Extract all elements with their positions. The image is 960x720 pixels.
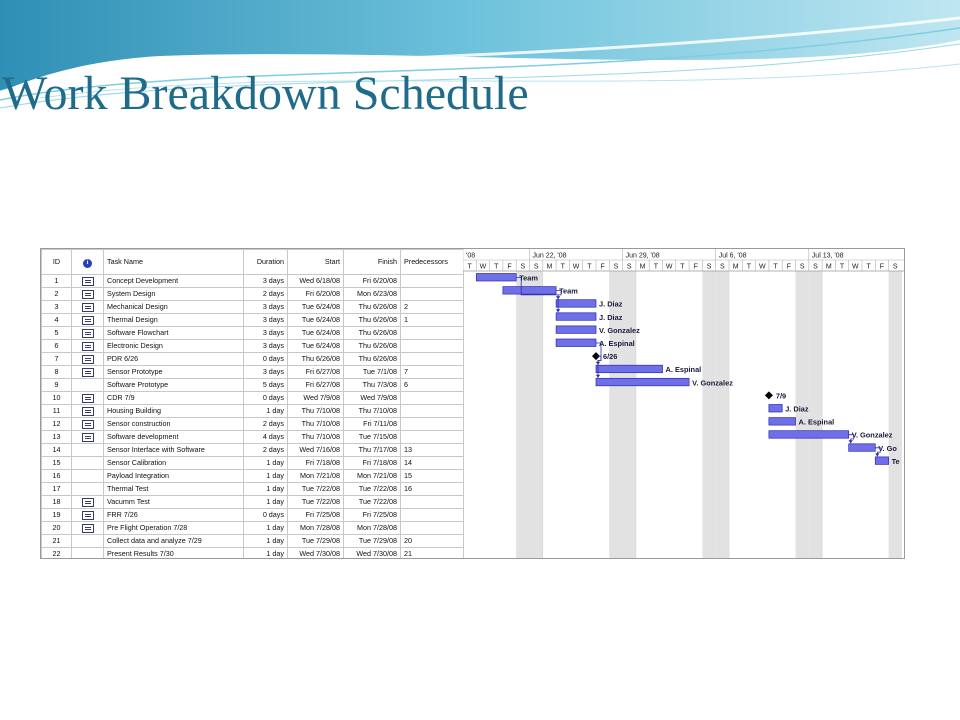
task-indicator-cell[interactable] — [72, 340, 104, 353]
task-bar-label: Team — [519, 273, 538, 283]
task-indicator-cell[interactable] — [72, 548, 104, 560]
task-finish-cell[interactable]: Thu 6/26/08 — [344, 301, 401, 314]
task-predecessors-cell[interactable] — [401, 405, 464, 418]
task-bar-label: V. Gonzalez — [851, 430, 893, 440]
task-duration-cell[interactable]: 1 day — [244, 457, 288, 470]
task-name-cell[interactable]: Thermal Design — [104, 314, 244, 327]
column-header-start[interactable]: Start — [288, 250, 344, 275]
task-name-cell[interactable]: Housing Building — [104, 405, 244, 418]
day-label: T — [866, 263, 871, 271]
task-finish-cell[interactable]: Thu 6/26/08 — [344, 340, 401, 353]
task-indicator-cell[interactable] — [72, 444, 104, 457]
day-label: T — [494, 263, 499, 271]
task-indicator-cell[interactable] — [72, 353, 104, 366]
notes-indicator-icon — [82, 368, 94, 377]
week-label: '08 — [466, 252, 476, 260]
task-finish-cell[interactable]: Fri 7/11/08 — [344, 418, 401, 431]
task-predecessors-cell[interactable] — [401, 275, 464, 288]
task-finish-cell[interactable]: Thu 6/26/08 — [344, 353, 401, 366]
notes-indicator-icon — [82, 498, 94, 507]
task-finish-cell[interactable]: Thu 6/26/08 — [344, 314, 401, 327]
task-bar — [596, 365, 663, 373]
task-name-cell[interactable]: FRR 7/26 — [104, 509, 244, 522]
column-header-finish[interactable]: Finish — [344, 250, 401, 275]
task-id-cell[interactable]: 15 — [42, 457, 72, 470]
day-label: T — [560, 263, 565, 271]
task-bar-label: V. Gonzalez — [599, 325, 640, 335]
task-finish-cell[interactable]: Tue 7/1/08 — [344, 366, 401, 379]
task-start-cell[interactable]: Thu 7/10/08 — [288, 405, 344, 418]
day-label: S — [520, 263, 526, 271]
task-start-cell[interactable]: Tue 6/24/08 — [288, 314, 344, 327]
task-start-cell[interactable]: Thu 7/10/08 — [288, 431, 344, 444]
task-finish-cell[interactable]: Wed 7/30/08 — [344, 548, 401, 560]
task-indicator-cell[interactable] — [72, 366, 104, 379]
task-duration-cell[interactable]: 1 day — [244, 496, 288, 509]
column-header-duration[interactable]: Duration — [244, 250, 288, 275]
task-bar — [769, 431, 849, 439]
task-indicator-cell[interactable] — [72, 275, 104, 288]
day-label: T — [653, 263, 658, 271]
task-start-cell[interactable]: Fri 6/20/08 — [288, 288, 344, 301]
table-header-row — [42, 250, 464, 275]
task-bar-label: A. Espinal — [665, 365, 702, 375]
week-label: Jun 22, '08 — [532, 252, 567, 260]
task-duration-cell[interactable]: 0 days — [244, 392, 288, 405]
notes-indicator-icon — [82, 342, 94, 351]
task-start-cell[interactable]: Mon 7/21/08 — [288, 470, 344, 483]
column-header-task-name[interactable]: Task Name — [104, 250, 244, 275]
weekend-band — [796, 271, 809, 558]
task-name-cell[interactable]: Collect data and analyze 7/29 — [104, 535, 244, 548]
task-duration-cell[interactable]: 2 days — [244, 418, 288, 431]
task-predecessors-cell[interactable] — [401, 340, 464, 353]
task-bar-label: V. Go — [878, 443, 897, 453]
day-label: M — [825, 263, 832, 271]
day-label: T — [680, 263, 685, 271]
task-indicator-cell[interactable] — [72, 431, 104, 444]
weekend-band — [530, 271, 543, 558]
day-label: F — [693, 263, 698, 271]
task-table-body — [42, 275, 464, 560]
day-label: S — [720, 263, 725, 271]
task-bar-label: Team — [559, 286, 578, 296]
info-icon: i — [83, 259, 92, 268]
table-row[interactable] — [42, 444, 464, 457]
table-row[interactable] — [42, 509, 464, 522]
task-indicator-cell[interactable] — [72, 392, 104, 405]
task-predecessors-cell[interactable]: 20 — [401, 535, 464, 548]
table-row[interactable] — [42, 548, 464, 560]
task-finish-cell[interactable]: Mon 7/28/08 — [344, 522, 401, 535]
day-label: T — [773, 263, 778, 271]
milestone-diamond — [765, 391, 773, 399]
task-name-cell[interactable]: Sensor Interface with Software — [104, 444, 244, 457]
task-indicator-cell[interactable] — [72, 522, 104, 535]
task-predecessors-cell[interactable]: 2 — [401, 301, 464, 314]
task-bar — [476, 274, 516, 282]
day-label: W — [758, 263, 766, 271]
task-duration-cell[interactable]: 3 days — [244, 314, 288, 327]
task-predecessors-cell[interactable] — [401, 353, 464, 366]
task-start-cell[interactable]: Tue 6/24/08 — [288, 340, 344, 353]
column-header-indicators[interactable] — [72, 250, 104, 275]
task-predecessors-cell[interactable]: 7 — [401, 366, 464, 379]
task-bar-label: A. Espinal — [798, 417, 835, 427]
task-id-cell[interactable]: 7 — [42, 353, 72, 366]
task-bar — [769, 418, 796, 426]
day-label: M — [732, 263, 739, 271]
task-name-cell[interactable]: Mechanical Design — [104, 301, 244, 314]
task-indicator-cell[interactable] — [72, 418, 104, 431]
day-label: T — [467, 263, 472, 271]
day-label: F — [879, 263, 885, 271]
table-row[interactable] — [42, 457, 464, 470]
task-name-cell[interactable]: Electronic Design — [104, 340, 244, 353]
task-id-cell[interactable]: 19 — [42, 509, 72, 522]
notes-indicator-icon — [82, 290, 94, 299]
task-predecessors-cell[interactable] — [401, 509, 464, 522]
table-row[interactable] — [42, 470, 464, 483]
task-name-cell[interactable]: Software Flowchart — [104, 327, 244, 340]
task-start-cell[interactable]: Wed 6/18/08 — [288, 275, 344, 288]
day-label: T — [587, 263, 592, 271]
task-id-cell[interactable]: 13 — [42, 431, 72, 444]
milestone-label: 6/26 — [603, 352, 618, 362]
notes-indicator-icon — [82, 329, 94, 338]
task-finish-cell[interactable]: Wed 7/9/08 — [344, 392, 401, 405]
task-bar-label: A. Espinal — [599, 339, 635, 348]
task-duration-cell[interactable]: 2 days — [244, 444, 288, 457]
notes-indicator-icon — [82, 524, 94, 533]
table-row[interactable] — [42, 340, 464, 353]
task-id-cell[interactable]: 12 — [42, 418, 72, 431]
task-indicator-cell[interactable] — [72, 314, 104, 327]
task-predecessors-cell[interactable]: 6 — [401, 379, 464, 392]
task-indicator-cell[interactable] — [72, 470, 104, 483]
week-label: Jul 6, '08 — [718, 252, 747, 260]
task-start-cell[interactable]: Wed 7/30/08 — [288, 548, 344, 560]
task-name-cell[interactable]: Software Prototype — [104, 379, 244, 392]
weekend-band — [516, 271, 529, 558]
task-predecessors-cell[interactable]: 21 — [401, 548, 464, 560]
task-predecessors-cell[interactable]: 16 — [401, 483, 464, 496]
table-row[interactable] — [42, 483, 464, 496]
column-header-predecessors[interactable]: Predecessors — [401, 250, 464, 275]
day-label: M — [546, 263, 553, 271]
table-row[interactable] — [42, 431, 464, 444]
table-row[interactable] — [42, 275, 464, 288]
day-label: S — [533, 263, 539, 271]
task-finish-cell[interactable]: Fri 7/18/08 — [344, 457, 401, 470]
task-duration-cell[interactable]: 3 days — [244, 340, 288, 353]
task-start-cell[interactable]: Mon 7/28/08 — [288, 522, 344, 535]
task-predecessors-cell[interactable]: 15 — [401, 470, 464, 483]
task-duration-cell[interactable]: 3 days — [244, 301, 288, 314]
table-row[interactable] — [42, 366, 464, 379]
task-bar-label: Te — [891, 456, 900, 466]
task-start-cell[interactable]: Tue 6/24/08 — [288, 327, 344, 340]
task-indicator-cell[interactable] — [72, 405, 104, 418]
task-finish-cell[interactable]: Tue 7/15/08 — [344, 431, 401, 444]
table-row[interactable] — [42, 405, 464, 418]
task-finish-cell[interactable]: Fri 7/25/08 — [344, 509, 401, 522]
notes-indicator-icon — [82, 420, 94, 429]
task-indicator-cell[interactable] — [72, 457, 104, 470]
task-bar-label: J. Diaz — [599, 312, 623, 322]
day-label: W — [665, 263, 673, 271]
task-name-cell[interactable]: Sensor construction — [104, 418, 244, 431]
notes-indicator-icon — [82, 394, 94, 403]
gantt-chart-panel — [40, 248, 905, 559]
task-duration-cell[interactable]: 3 days — [244, 275, 288, 288]
task-indicator-cell[interactable] — [72, 379, 104, 392]
day-label: T — [839, 263, 845, 271]
notes-indicator-icon — [82, 355, 94, 364]
task-bar — [769, 405, 782, 413]
task-bar — [556, 339, 596, 347]
task-finish-cell[interactable]: Mon 7/21/08 — [344, 470, 401, 483]
task-name-cell[interactable]: CDR 7/9 — [104, 392, 244, 405]
dependency-arrowhead — [849, 440, 853, 443]
task-start-cell[interactable]: Tue 7/29/08 — [288, 535, 344, 548]
task-duration-cell[interactable]: 0 days — [244, 353, 288, 366]
dependency-arrowhead — [556, 309, 560, 312]
slide-title: Work Breakdown Schedule — [2, 67, 529, 120]
day-label: W — [572, 263, 580, 271]
task-start-cell[interactable]: Fri 6/27/08 — [288, 379, 344, 392]
notes-indicator-icon — [82, 303, 94, 312]
task-id-cell[interactable]: 20 — [42, 522, 72, 535]
day-label: S — [706, 263, 712, 271]
day-label: S — [626, 263, 632, 271]
weekend-band — [889, 271, 902, 558]
task-bar — [556, 326, 596, 334]
day-label: S — [613, 263, 619, 271]
task-start-cell[interactable]: Thu 7/10/08 — [288, 418, 344, 431]
task-finish-cell[interactable]: Tue 7/29/08 — [344, 535, 401, 548]
day-label: W — [852, 263, 859, 271]
day-label: F — [507, 263, 512, 271]
task-name-cell[interactable]: Vacumm Test — [104, 496, 244, 509]
task-name-cell[interactable]: System Design — [104, 288, 244, 301]
task-name-cell[interactable]: Payload Integration — [104, 470, 244, 483]
day-label: M — [639, 263, 646, 271]
task-start-cell[interactable]: Tue 7/22/08 — [288, 496, 344, 509]
table-row[interactable] — [42, 392, 464, 405]
task-duration-cell[interactable]: 1 day — [244, 548, 288, 560]
dependency-arrowhead — [875, 453, 879, 456]
task-bar — [596, 378, 689, 386]
task-indicator-cell[interactable] — [72, 509, 104, 522]
task-id-cell[interactable]: 10 — [42, 392, 72, 405]
task-id-cell[interactable]: 21 — [42, 535, 72, 548]
table-row[interactable] — [42, 522, 464, 535]
task-name-cell[interactable]: Pre Flight Operation 7/28 — [104, 522, 244, 535]
task-predecessors-cell[interactable] — [401, 431, 464, 444]
task-duration-cell[interactable]: 1 day — [244, 470, 288, 483]
task-predecessors-cell[interactable] — [401, 392, 464, 405]
task-name-cell[interactable]: Sensor Prototype — [104, 366, 244, 379]
notes-indicator-icon — [82, 407, 94, 416]
table-row[interactable] — [42, 379, 464, 392]
milestone-label: 7/9 — [775, 391, 787, 401]
task-finish-cell[interactable]: Thu 7/10/08 — [344, 405, 401, 418]
dependency-arrowhead — [596, 375, 600, 378]
task-predecessors-cell[interactable] — [401, 522, 464, 535]
task-id-cell[interactable]: 16 — [42, 470, 72, 483]
task-start-cell[interactable]: Fri 7/25/08 — [288, 509, 344, 522]
task-start-cell[interactable]: Wed 7/9/08 — [288, 392, 344, 405]
task-start-cell[interactable]: Thu 6/26/08 — [288, 353, 344, 366]
day-label: F — [600, 263, 605, 271]
day-label: S — [813, 263, 818, 271]
task-indicator-cell[interactable] — [72, 327, 104, 340]
task-duration-cell[interactable]: 5 days — [244, 379, 288, 392]
task-id-cell[interactable]: 4 — [42, 314, 72, 327]
task-bar — [556, 300, 596, 308]
task-finish-cell[interactable]: Thu 7/17/08 — [344, 444, 401, 457]
task-table — [41, 249, 464, 559]
task-id-cell[interactable]: 11 — [42, 405, 72, 418]
table-row[interactable] — [42, 301, 464, 314]
task-name-cell[interactable]: Concept Development — [104, 275, 244, 288]
task-finish-cell[interactable]: Thu 7/3/08 — [344, 379, 401, 392]
weekend-band — [623, 271, 636, 558]
task-duration-cell[interactable]: 3 days — [244, 366, 288, 379]
task-finish-cell[interactable]: Mon 6/23/08 — [344, 288, 401, 301]
task-name-cell[interactable]: PDR 6/26 — [104, 353, 244, 366]
task-id-cell[interactable]: 17 — [42, 483, 72, 496]
task-finish-cell[interactable]: Tue 7/22/08 — [344, 496, 401, 509]
task-start-cell[interactable]: Fri 7/18/08 — [288, 457, 344, 470]
task-id-cell[interactable]: 2 — [42, 288, 72, 301]
task-duration-cell[interactable]: 1 day — [244, 405, 288, 418]
task-id-cell[interactable]: 9 — [42, 379, 72, 392]
task-duration-cell[interactable]: 1 day — [244, 522, 288, 535]
task-duration-cell[interactable]: 1 day — [244, 483, 288, 496]
notes-indicator-icon — [82, 316, 94, 325]
task-predecessors-cell[interactable]: 13 — [401, 444, 464, 457]
task-predecessors-cell[interactable] — [401, 496, 464, 509]
weekend-band — [809, 271, 822, 558]
week-label: Jul 13, '08 — [811, 252, 844, 260]
week-label: Jun 29, '08 — [625, 252, 660, 260]
task-predecessors-cell[interactable]: 1 — [401, 314, 464, 327]
day-label: F — [786, 263, 791, 271]
table-row[interactable] — [42, 314, 464, 327]
task-predecessors-cell[interactable] — [401, 327, 464, 340]
task-indicator-cell[interactable] — [72, 496, 104, 509]
task-finish-cell[interactable]: Thu 6/26/08 — [344, 327, 401, 340]
task-name-cell[interactable]: Sensor Calibration — [104, 457, 244, 470]
task-indicator-cell[interactable] — [72, 288, 104, 301]
task-finish-cell[interactable]: Tue 7/22/08 — [344, 483, 401, 496]
table-row[interactable] — [42, 353, 464, 366]
task-indicator-cell[interactable] — [72, 535, 104, 548]
task-indicator-cell[interactable] — [72, 301, 104, 314]
task-name-cell[interactable]: Software development — [104, 431, 244, 444]
table-row[interactable] — [42, 535, 464, 548]
task-bar-label: J. Diaz — [599, 299, 623, 309]
gantt-timeline — [463, 249, 904, 558]
task-duration-cell[interactable]: 3 days — [244, 327, 288, 340]
task-bar-label: V. Gonzalez — [692, 378, 733, 388]
task-bar — [556, 313, 596, 321]
task-id-cell[interactable]: 8 — [42, 366, 72, 379]
task-start-cell[interactable]: Wed 7/16/08 — [288, 444, 344, 457]
task-id-cell[interactable]: 18 — [42, 496, 72, 509]
task-duration-cell[interactable]: 1 day — [244, 535, 288, 548]
task-name-cell[interactable]: Present Results 7/30 — [104, 548, 244, 560]
notes-indicator-icon — [82, 511, 94, 520]
task-id-cell[interactable]: 3 — [42, 301, 72, 314]
task-id-cell[interactable]: 5 — [42, 327, 72, 340]
task-id-cell[interactable]: 14 — [42, 444, 72, 457]
notes-indicator-icon — [82, 277, 94, 286]
task-id-cell[interactable]: 1 — [42, 275, 72, 288]
task-bar-label: J. Diaz — [785, 404, 809, 414]
task-start-cell[interactable]: Tue 7/22/08 — [288, 483, 344, 496]
table-row[interactable] — [42, 418, 464, 431]
task-indicator-cell[interactable] — [72, 483, 104, 496]
day-label: S — [799, 263, 805, 271]
table-row[interactable] — [42, 288, 464, 301]
day-label: S — [892, 263, 898, 271]
task-duration-cell[interactable]: 2 days — [244, 288, 288, 301]
task-predecessors-cell[interactable]: 14 — [401, 457, 464, 470]
task-predecessors-cell[interactable] — [401, 418, 464, 431]
task-duration-cell[interactable]: 4 days — [244, 431, 288, 444]
task-predecessors-cell[interactable] — [401, 288, 464, 301]
task-start-cell[interactable]: Tue 6/24/08 — [288, 301, 344, 314]
task-bar — [875, 457, 888, 465]
day-label: W — [479, 263, 487, 271]
task-bar — [503, 287, 556, 295]
notes-indicator-icon — [82, 433, 94, 442]
table-row[interactable] — [42, 496, 464, 509]
weekend-band — [716, 271, 729, 558]
task-id-cell[interactable]: 6 — [42, 340, 72, 353]
column-header-id[interactable]: ID — [42, 250, 72, 275]
task-start-cell[interactable]: Fri 6/27/08 — [288, 366, 344, 379]
task-bar — [849, 444, 876, 452]
task-id-cell[interactable]: 22 — [42, 548, 72, 560]
task-finish-cell[interactable]: Fri 6/20/08 — [344, 275, 401, 288]
weekend-band — [702, 271, 715, 558]
day-label: T — [746, 263, 752, 271]
task-duration-cell[interactable]: 0 days — [244, 509, 288, 522]
table-row[interactable] — [42, 327, 464, 340]
task-name-cell[interactable]: Thermal Test — [104, 483, 244, 496]
